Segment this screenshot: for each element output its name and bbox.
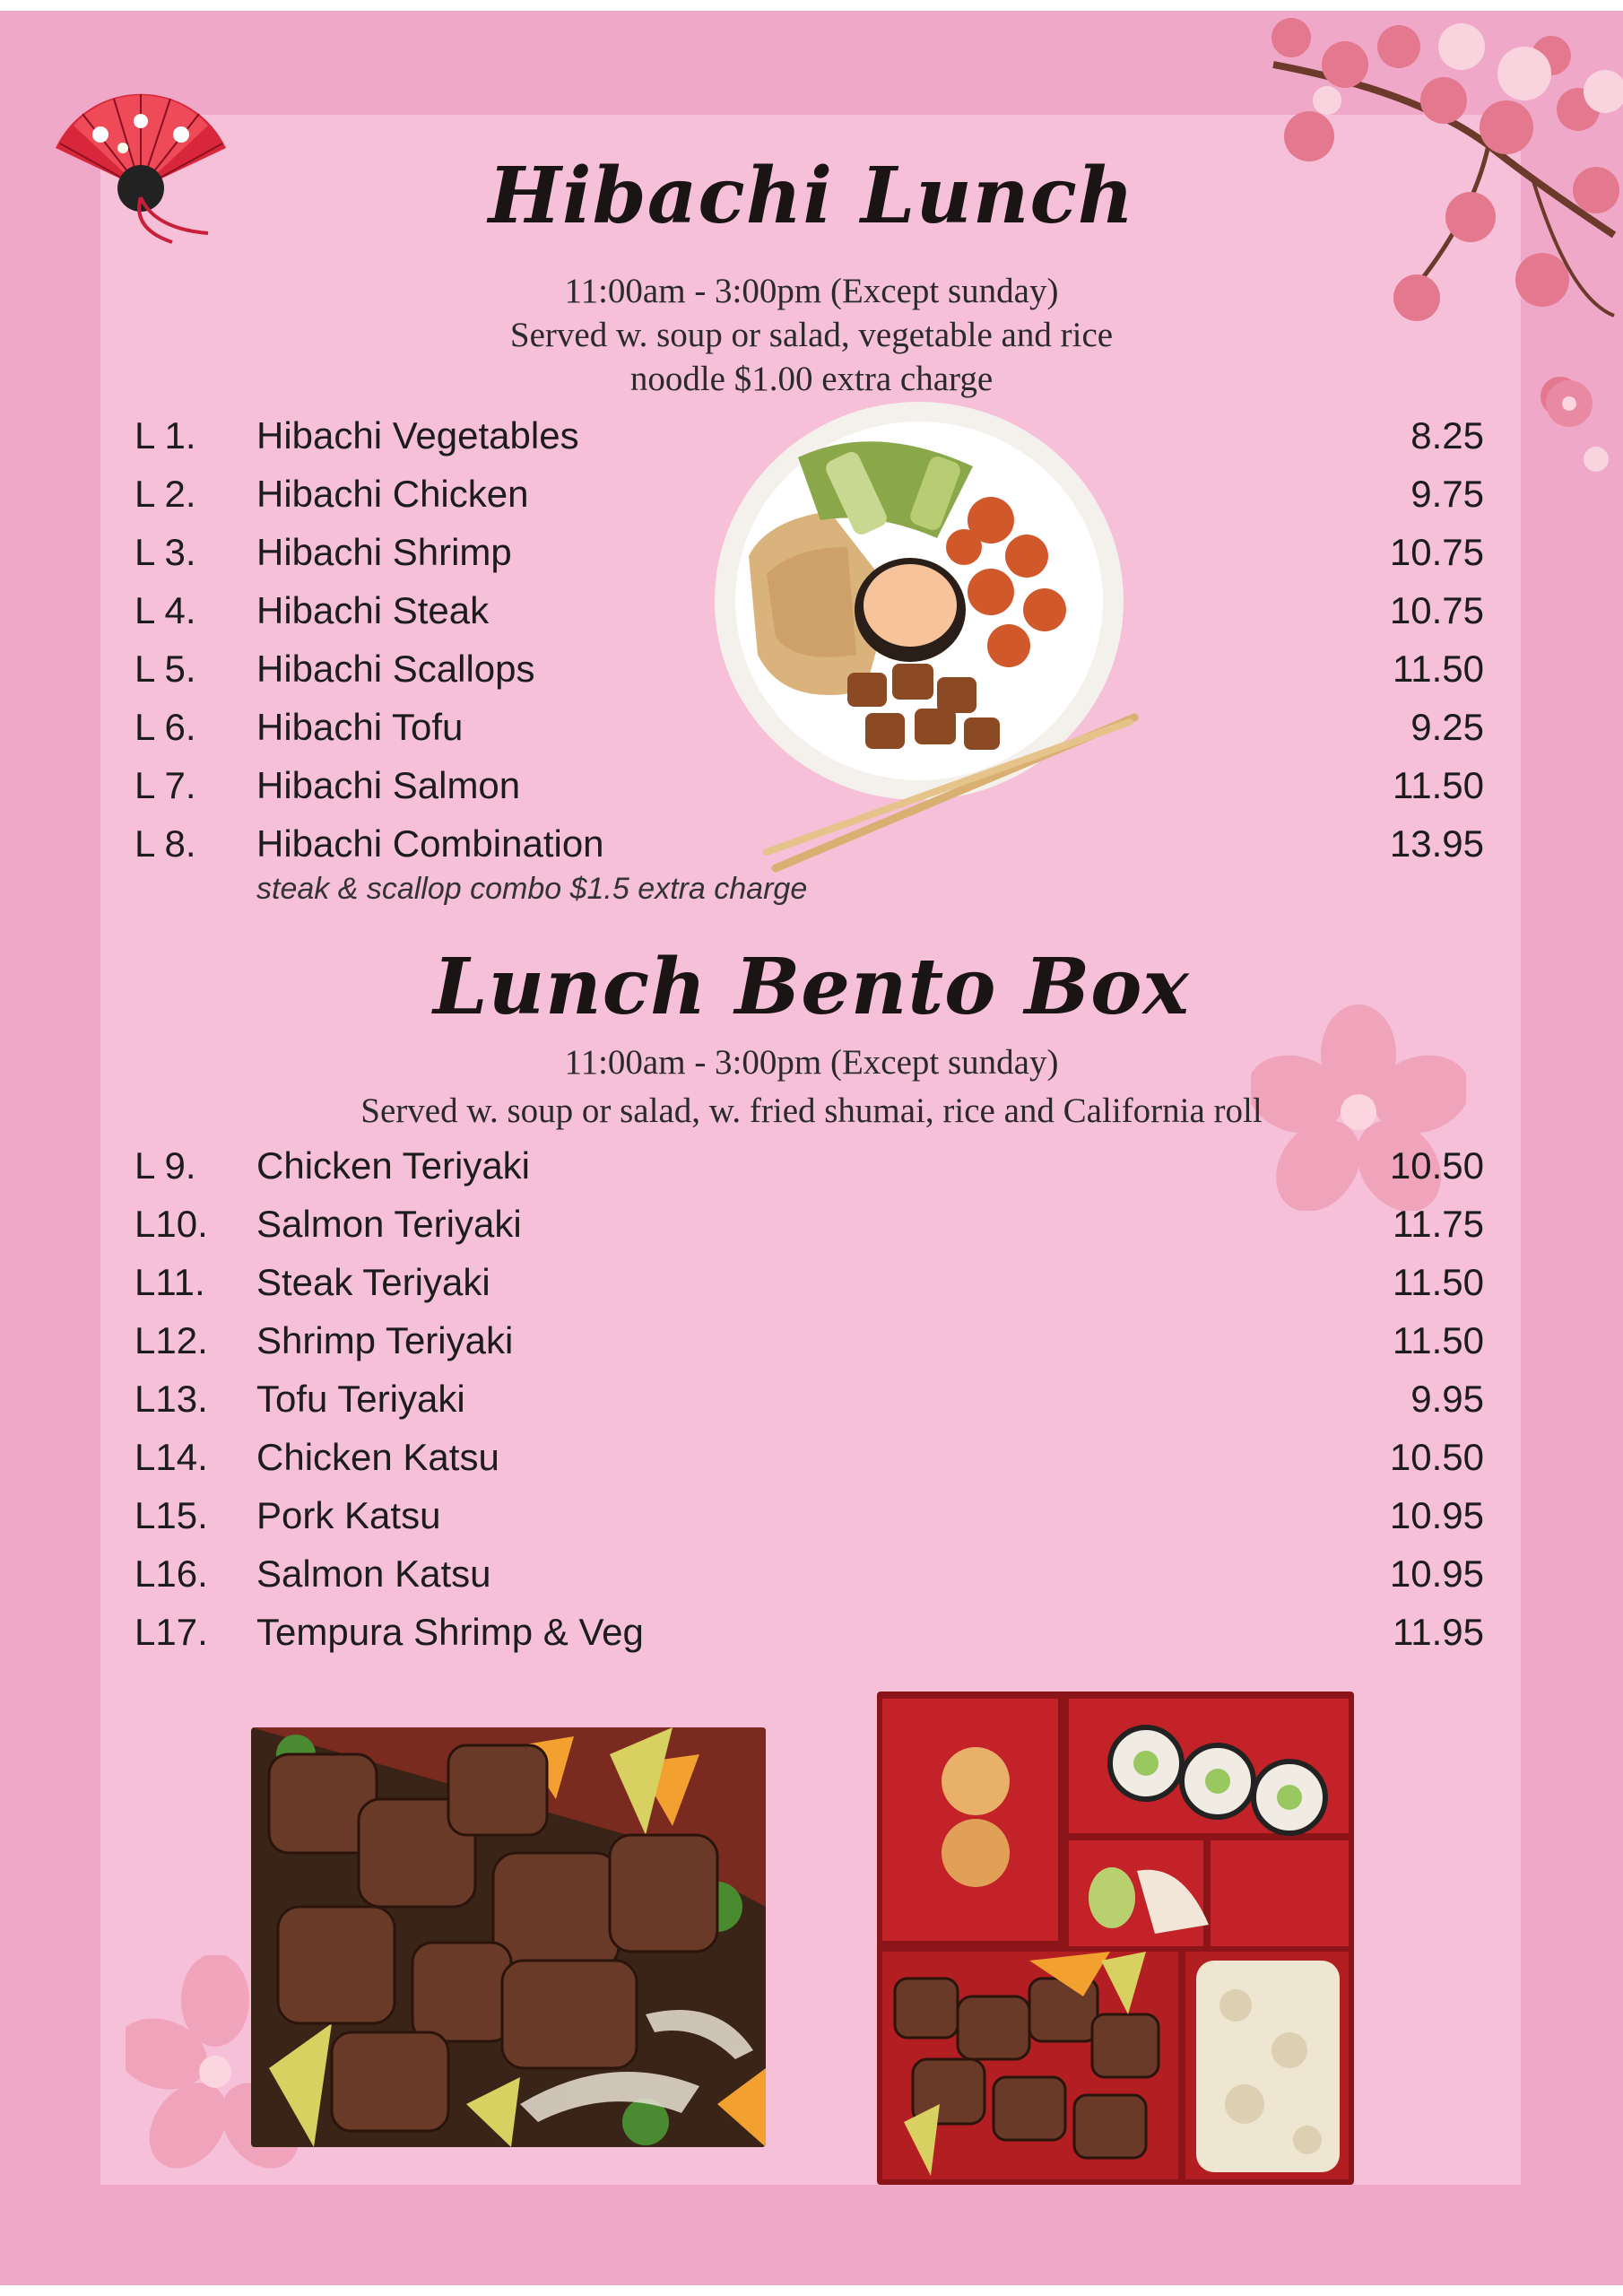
menu-item xyxy=(135,1436,1484,1486)
item-name: Hibachi Salmon xyxy=(256,764,521,806)
item-price: 10.50 xyxy=(1389,1144,1484,1187)
menu-item xyxy=(135,1552,1484,1603)
item-name: Chicken Katsu xyxy=(256,1436,499,1478)
item-code: L11. xyxy=(135,1261,205,1303)
hibachi-noodle-note: noodle $1.00 extra charge xyxy=(629,360,994,398)
item-price: 9.25 xyxy=(1410,706,1484,748)
item-name: Hibachi Shrimp xyxy=(256,531,512,573)
item-code: L 7. xyxy=(135,764,196,806)
item-code: L 9. xyxy=(135,1144,196,1187)
item-code: L 2. xyxy=(135,473,196,515)
item-name: Hibachi Scallops xyxy=(256,648,535,690)
item-price: 10.50 xyxy=(1389,1436,1484,1478)
bento-served: Served w. soup or salad, w. fried shumai, rice and California roll xyxy=(360,1091,1263,1130)
item-price: 11.75 xyxy=(1393,1203,1484,1245)
item-code: L 3. xyxy=(135,531,196,573)
item-code: L 1. xyxy=(135,414,196,457)
menu-item xyxy=(135,1611,1484,1661)
combo-note: steak & scallop combo $1.5 extra charge xyxy=(256,872,808,906)
menu-item xyxy=(135,531,1484,581)
item-price: 8.25 xyxy=(1410,414,1484,457)
item-name: Tofu Teriyaki xyxy=(256,1378,465,1420)
item-code: L10. xyxy=(135,1203,208,1245)
menu-item xyxy=(135,706,1484,756)
menu-item xyxy=(135,764,1484,814)
item-name: Shrimp Teriyaki xyxy=(256,1319,514,1361)
item-name: Hibachi Tofu xyxy=(256,706,464,748)
menu-item xyxy=(135,822,1484,873)
item-price: 10.95 xyxy=(1389,1552,1484,1595)
item-name: Steak Teriyaki xyxy=(256,1261,490,1303)
item-name: Hibachi Steak xyxy=(256,589,490,631)
item-code: L17. xyxy=(135,1611,208,1653)
item-name: Hibachi Combination xyxy=(256,822,604,865)
item-price: 11.50 xyxy=(1393,764,1484,806)
item-price: 11.50 xyxy=(1393,648,1484,690)
item-code: L16. xyxy=(135,1552,208,1595)
item-code: L 6. xyxy=(135,706,196,748)
menu-item xyxy=(135,1203,1484,1253)
menu-item xyxy=(135,1261,1484,1311)
item-price: 13.95 xyxy=(1389,822,1484,865)
hibachi-served: Served w. soup or salad, vegetable and rice xyxy=(509,316,1114,354)
steak-hibachi-photo xyxy=(251,1727,766,2147)
menu-item xyxy=(135,473,1484,523)
menu-item xyxy=(135,589,1484,639)
hibachi-title: Hibachi Lunch xyxy=(488,151,1135,241)
bento-title: Lunch Bento Box xyxy=(433,942,1190,1032)
item-name: Hibachi Vegetables xyxy=(256,414,579,457)
item-code: L15. xyxy=(135,1494,208,1536)
item-code: L 8. xyxy=(135,822,196,865)
item-code: L13. xyxy=(135,1378,208,1420)
item-code: L 5. xyxy=(135,648,196,690)
item-price: 11.95 xyxy=(1393,1611,1484,1653)
item-price: 11.50 xyxy=(1393,1319,1484,1361)
menu-item xyxy=(135,414,1484,465)
item-name: Pork Katsu xyxy=(256,1494,441,1536)
menu-item xyxy=(135,1144,1484,1195)
hibachi-hours: 11:00am - 3:00pm (Except sunday) xyxy=(564,272,1059,310)
item-price: 9.75 xyxy=(1410,473,1484,515)
item-price: 10.95 xyxy=(1389,1494,1484,1536)
item-name: Chicken Teriyaki xyxy=(256,1144,531,1187)
item-price: 10.75 xyxy=(1389,589,1484,631)
item-price: 9.95 xyxy=(1410,1378,1484,1420)
menu-item xyxy=(135,1378,1484,1428)
bento-hours: 11:00am - 3:00pm (Except sunday) xyxy=(564,1043,1059,1082)
item-name: Tempura Shrimp & Veg xyxy=(256,1611,644,1653)
bento-box-photo xyxy=(877,1692,1354,2185)
menu-item xyxy=(135,648,1484,698)
item-code: L14. xyxy=(135,1436,208,1478)
item-name: Salmon Teriyaki xyxy=(256,1203,522,1245)
item-name: Hibachi Chicken xyxy=(256,473,529,515)
item-price: 11.50 xyxy=(1393,1261,1484,1303)
item-code: L 4. xyxy=(135,589,196,631)
item-code: L12. xyxy=(135,1319,208,1361)
item-price: 10.75 xyxy=(1389,531,1484,573)
item-name: Salmon Katsu xyxy=(256,1552,491,1595)
menu-item xyxy=(135,1494,1484,1544)
menu-item xyxy=(135,1319,1484,1370)
